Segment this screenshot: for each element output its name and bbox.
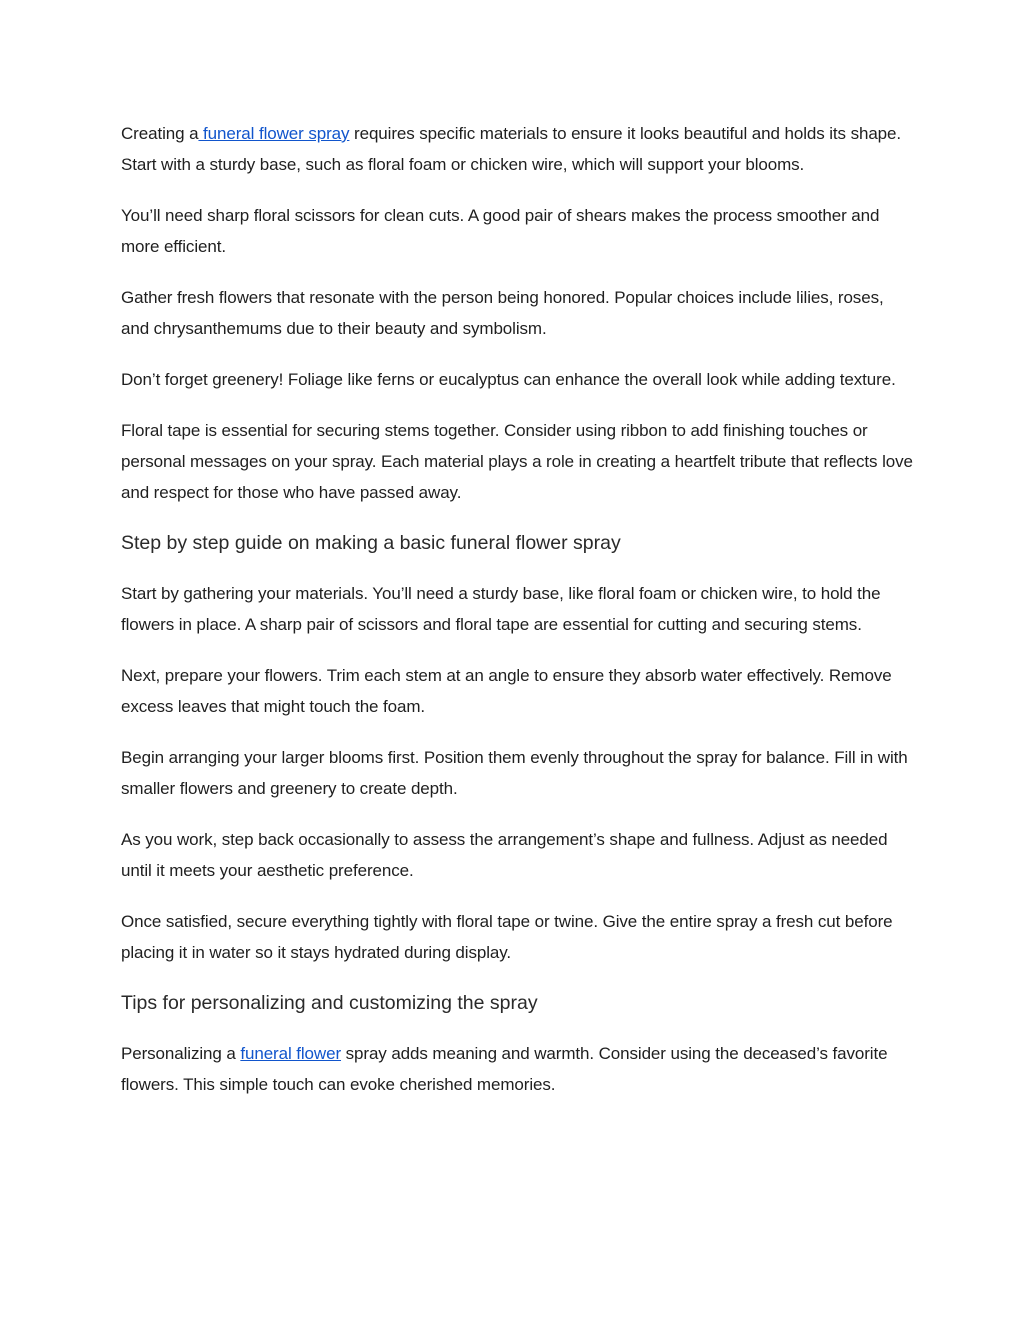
paragraph-floral-tape: Floral tape is essential for securing stems together. Consider using ribbon to add finishing touches or personal messages on your spray. Each material plays a role in creating a heartfelt tribute that reflects love and respect for those who have passed away. [121,421,913,502]
heading-personalizing-tips: Tips for personalizing and customizing the spray [121,992,538,1014]
paragraph-prepare-flowers: Next, prepare your flowers. Trim each stem at an angle to ensure they absorb water effectively. Remove excess leaves that might touch the foam. [121,666,892,716]
paragraph-arrange-blooms: Begin arranging your larger blooms first. Position them evenly throughout the spray for balance. Fill in with smaller flowers and greenery to create depth. [121,748,908,798]
paragraph-scissors: You’ll need sharp floral scissors for clean cuts. A good pair of shears makes the process smoother and more efficient. [121,206,880,256]
text-segment: Personalizing a [121,1044,241,1063]
paragraph-assess-arrangement: As you work, step back occasionally to assess the arrangement’s shape and fullness. Adjust as needed until it meets your aesthetic preference. [121,830,888,880]
paragraph-gather-materials: Start by gathering your materials. You’ll need a sturdy base, like floral foam or chicken wire, to hold the flowers in place. A sharp pair of scissors and floral tape are essential for cutting and securing stems. [121,584,881,634]
paragraph-fresh-flowers: Gather fresh flowers that resonate with the person being honored. Popular choices include lilies, roses, and chrysanthemums due to their beauty and symbolism. [121,288,884,338]
paragraph-personalizing [121,1038,914,1100]
paragraph-secure-spray: Once satisfied, secure everything tightly with floral tape or twine. Give the entire spray a fresh cut before placing it in water so it stays hydrated during display. [121,912,893,962]
paragraph-greenery: Don’t forget greenery! Foliage like ferns or eucalyptus can enhance the overall look while adding texture. [121,370,896,389]
text-segment: Creating a [121,124,199,143]
funeral-flower-link[interactable]: funeral flower [240,1044,342,1063]
paragraph-materials-intro [121,118,914,180]
text-segment: requires specific materials to ensure it looks beautiful and holds its shape. Start with a sturdy base, such as floral foam or chicken wire, which will support your blooms. [121,124,902,174]
text-segment: spray adds meaning and warmth. Consider using the deceased’s favorite flowers. This simple touch can evoke cherished memories. [121,1044,888,1094]
heading-step-by-step: Step by step guide on making a basic funeral flower spray [121,532,621,554]
funeral-flower-spray-link[interactable]: funeral flower spray [198,124,350,143]
